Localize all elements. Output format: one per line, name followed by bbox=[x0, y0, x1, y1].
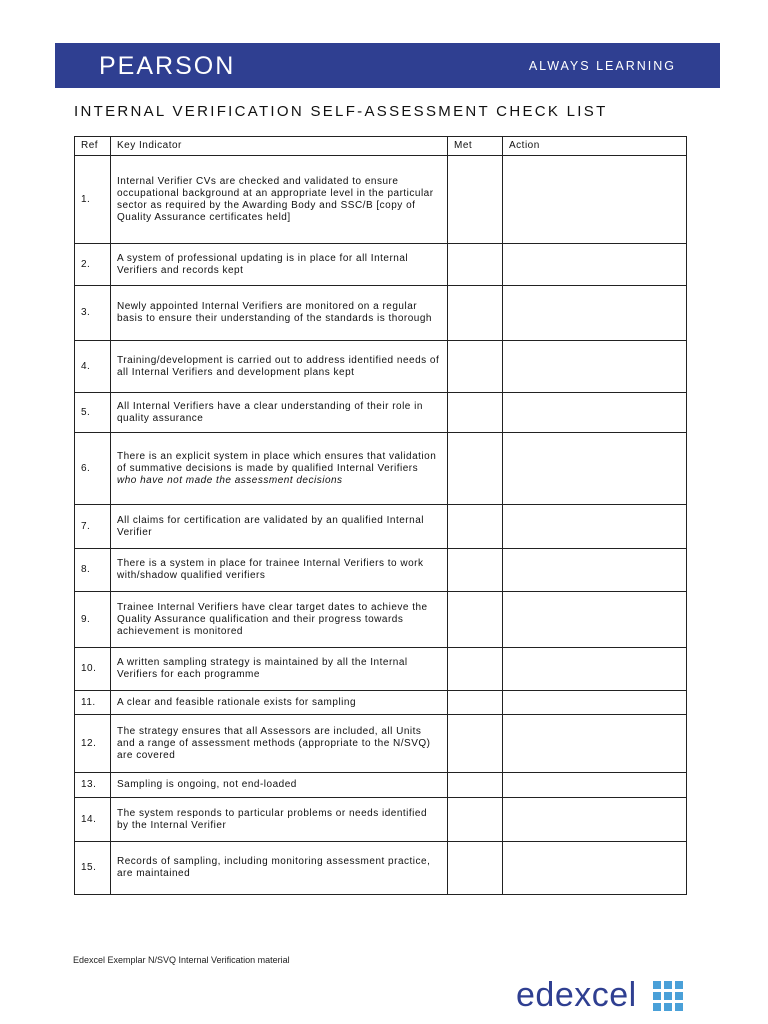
row-ref: 10. bbox=[75, 648, 111, 691]
row-action-cell[interactable] bbox=[503, 549, 687, 592]
row-key-indicator bbox=[111, 286, 448, 341]
row-action-cell[interactable] bbox=[503, 244, 687, 286]
table-header-row bbox=[75, 137, 687, 156]
row-ref: 11. bbox=[75, 691, 111, 715]
row-met-cell[interactable] bbox=[448, 773, 503, 798]
row-key-indicator bbox=[111, 341, 448, 393]
row-key-indicator bbox=[111, 244, 448, 286]
row-met-cell[interactable] bbox=[448, 842, 503, 895]
row-key-indicator bbox=[111, 433, 448, 505]
edexcel-logo-grid-icon bbox=[653, 981, 685, 1011]
row-key-indicator bbox=[111, 592, 448, 648]
row-met-cell[interactable] bbox=[448, 505, 503, 549]
key-indicator-text: The strategy ensures that all Assessors are included, all Units and a range of assessment methods (appropriate to the N/SVQ) are covered bbox=[117, 725, 431, 761]
row-met-cell[interactable] bbox=[448, 433, 503, 505]
row-action-cell[interactable] bbox=[503, 842, 687, 895]
table-row bbox=[75, 505, 687, 549]
row-key-indicator bbox=[111, 842, 448, 895]
column-header-key-indicator: Key Indicator bbox=[111, 137, 448, 156]
row-action-cell[interactable] bbox=[503, 592, 687, 648]
key-indicator-text: Newly appointed Internal Verifiers are monitored on a regular basis to ensure their understanding of the standards is thorough bbox=[117, 301, 432, 324]
checklist-table bbox=[74, 136, 687, 895]
row-action-cell[interactable] bbox=[503, 773, 687, 798]
table-body bbox=[75, 156, 687, 895]
row-met-cell[interactable] bbox=[448, 286, 503, 341]
row-ref: 9. bbox=[75, 592, 111, 648]
row-key-indicator bbox=[111, 505, 448, 549]
key-indicator-emphasis: who have not made the assessment decisions bbox=[117, 474, 343, 486]
key-indicator-text: All Internal Verifiers have a clear understanding of their role in quality assurance bbox=[117, 400, 423, 424]
row-action-cell[interactable] bbox=[503, 341, 687, 393]
edexcel-logo-text: edexcel bbox=[516, 976, 637, 1014]
table-row bbox=[75, 433, 687, 505]
pearson-logo: PEARSON bbox=[99, 52, 236, 80]
row-ref: 12. bbox=[75, 715, 111, 773]
row-met-cell[interactable] bbox=[448, 691, 503, 715]
row-ref: 4. bbox=[75, 341, 111, 393]
row-met-cell[interactable] bbox=[448, 648, 503, 691]
key-indicator-text: The system responds to particular problems or needs identified by the Internal Verifier bbox=[117, 807, 428, 831]
column-header-met: Met bbox=[448, 137, 503, 156]
row-ref: 14. bbox=[75, 798, 111, 842]
row-ref: 8. bbox=[75, 549, 111, 592]
table-row bbox=[75, 244, 687, 286]
row-met-cell[interactable] bbox=[448, 393, 503, 433]
table-row bbox=[75, 341, 687, 393]
row-ref: 15. bbox=[75, 842, 111, 895]
row-action-cell[interactable] bbox=[503, 156, 687, 244]
key-indicator-text: There is a system in place for trainee Internal Verifiers to work with/shadow qualified verifiers bbox=[117, 558, 424, 581]
row-met-cell[interactable] bbox=[448, 549, 503, 592]
table-row bbox=[75, 393, 687, 433]
row-action-cell[interactable] bbox=[503, 715, 687, 773]
table-row bbox=[75, 842, 687, 895]
row-key-indicator bbox=[111, 773, 448, 798]
key-indicator-text: There is an explicit system in place which ensures that validation of summative decisions is made by qualified Internal Verifiers bbox=[117, 450, 437, 474]
row-met-cell[interactable] bbox=[448, 341, 503, 393]
table-row bbox=[75, 691, 687, 715]
row-action-cell[interactable] bbox=[503, 393, 687, 433]
table-row bbox=[75, 592, 687, 648]
row-key-indicator bbox=[111, 691, 448, 715]
row-key-indicator bbox=[111, 648, 448, 691]
tagline: ALWAYS LEARNING bbox=[528, 59, 676, 73]
table-row bbox=[75, 798, 687, 842]
row-met-cell[interactable] bbox=[448, 156, 503, 244]
row-met-cell[interactable] bbox=[448, 244, 503, 286]
row-action-cell[interactable] bbox=[503, 691, 687, 715]
footer-note: Edexcel Exemplar N/SVQ Internal Verification material bbox=[73, 955, 290, 965]
row-action-cell[interactable] bbox=[503, 433, 687, 505]
row-met-cell[interactable] bbox=[448, 592, 503, 648]
row-key-indicator bbox=[111, 715, 448, 773]
row-action-cell[interactable] bbox=[503, 505, 687, 549]
table-row bbox=[75, 156, 687, 244]
row-key-indicator bbox=[111, 798, 448, 842]
key-indicator-text: Training/development is carried out to address identified needs of all Internal Verifiers and development plans kept bbox=[117, 354, 440, 378]
row-ref: 1. bbox=[75, 156, 111, 244]
key-indicator-text: A clear and feasible rationale exists for sampling bbox=[117, 696, 357, 708]
key-indicator-text: Records of sampling, including monitoring assessment practice, are maintained bbox=[117, 856, 431, 879]
header-banner bbox=[55, 43, 720, 88]
row-action-cell[interactable] bbox=[503, 286, 687, 341]
row-met-cell[interactable] bbox=[448, 715, 503, 773]
column-header-action: Action bbox=[503, 137, 687, 156]
key-indicator-text: All claims for certification are validated by an qualified Internal Verifier bbox=[117, 514, 424, 538]
key-indicator-text: A written sampling strategy is maintained by all the Internal Verifiers for each programme bbox=[117, 657, 408, 680]
key-indicator-text: Internal Verifier CVs are checked and validated to ensure occupational background at an appropriate level in the particular sector as required by the Awarding Body and SSC/B [copy of Quality Assurance certificates held] bbox=[117, 175, 434, 223]
row-action-cell[interactable] bbox=[503, 798, 687, 842]
row-key-indicator bbox=[111, 156, 448, 244]
row-action-cell[interactable] bbox=[503, 648, 687, 691]
row-met-cell[interactable] bbox=[448, 798, 503, 842]
row-ref: 7. bbox=[75, 505, 111, 549]
table-row bbox=[75, 286, 687, 341]
row-key-indicator bbox=[111, 393, 448, 433]
key-indicator-text: Sampling is ongoing, not end-loaded bbox=[117, 779, 297, 790]
row-key-indicator bbox=[111, 549, 448, 592]
row-ref: 6. bbox=[75, 433, 111, 505]
table-row bbox=[75, 773, 687, 798]
row-ref: 2. bbox=[75, 244, 111, 286]
row-ref: 13. bbox=[75, 773, 111, 798]
table-row bbox=[75, 549, 687, 592]
row-ref: 5. bbox=[75, 393, 111, 433]
key-indicator-text: A system of professional updating is in place for all Internal Verifiers and records kept bbox=[117, 252, 409, 276]
key-indicator-text: Trainee Internal Verifiers have clear target dates to achieve the Quality Assurance qualification and their progress towards achievement is monitored bbox=[117, 601, 428, 637]
table-row bbox=[75, 715, 687, 773]
table-row bbox=[75, 648, 687, 691]
row-ref: 3. bbox=[75, 286, 111, 341]
page-title: INTERNAL VERIFICATION SELF-ASSESSMENT CHECK LIST bbox=[74, 103, 608, 120]
column-header-ref: Ref bbox=[75, 137, 111, 156]
